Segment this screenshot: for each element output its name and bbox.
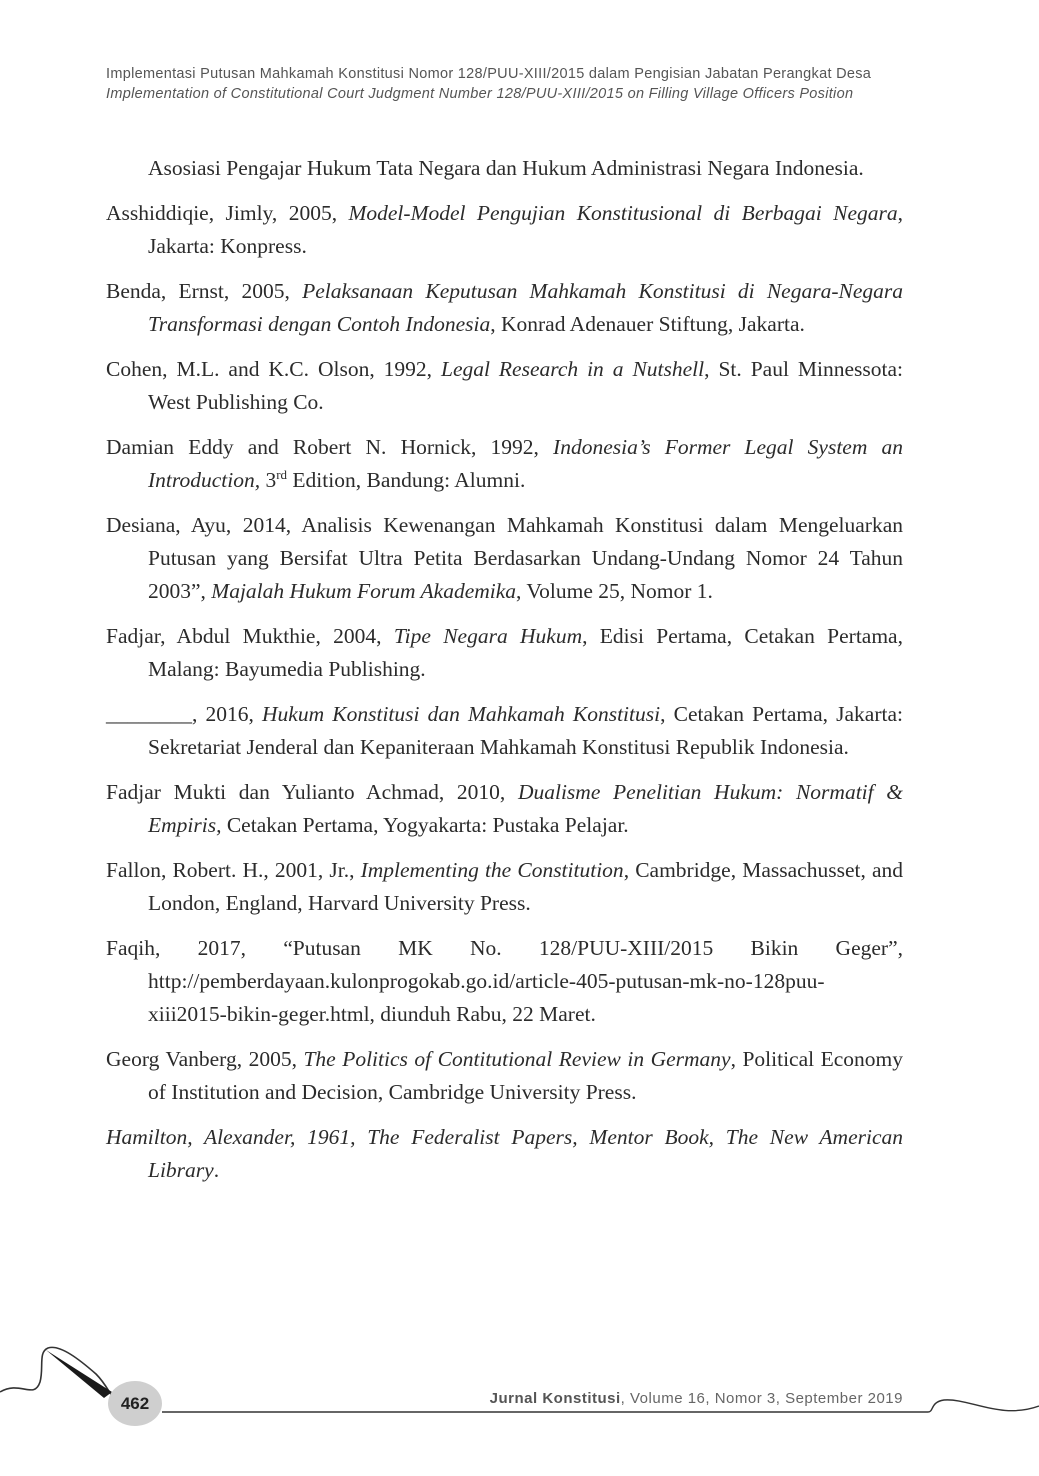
reference-item: Fallon, Robert. H., 2001, Jr., Implementing the Constitution, Cambridge, Massachusset, and London, England, Harvard University Press.	[106, 858, 904, 915]
journal-name: Jurnal Konstitusi	[489, 1390, 621, 1407]
reference-item: Fadjar Mukti dan Yulianto Achmad, 2010, Dualisme Penelitian Hukum: Normatif & Empiris, Cetakan Pertama, Yogyakarta: Pustaka Pelajar.	[106, 780, 903, 837]
reference-item: Cohen, M.L. and K.C. Olson, 1992, Legal Research in a Nutshell, St. Paul Minnessota: West Publishing Co.	[106, 357, 903, 414]
journal-info: , Volume 16, Nomor 3, September 2019	[620, 1390, 903, 1407]
running-head-indonesian: Implementasi Putusan Mahkamah Konstitusi Nomor 128/PUU-XIII/2015 dalam Pengisian Jabatan Perangkat Desa	[106, 66, 872, 82]
reference-item: ________, 2016, Hukum Konstitusi dan Mahkamah Konstitusi, Cetakan Pertama, Jakarta: Sekretariat Jenderal dan Kepaniteraan Mahkamah Konstitusi Republik Indonesia.	[106, 702, 903, 759]
reference-item: Asshiddiqie, Jimly, 2005, Model-Model Pengujian Konstitusional di Berbagai Negara, Jakarta: Konpress.	[106, 201, 903, 258]
reference-item: Asosiasi Pengajar Hukum Tata Negara dan Hukum Administrasi Negara Indonesia.	[148, 156, 864, 180]
running-head	[106, 64, 896, 104]
reference-item: Benda, Ernst, 2005, Pelaksanaan Keputusan Mahkamah Konstitusi di Negara-Negara Transformasi dengan Contoh Indonesia, Konrad Adenauer Stiftung, Jakarta.	[106, 279, 903, 336]
reference-item: Desiana, Ayu, 2014, Analisis Kewenangan Mahkamah Konstitusi dalam Mengeluarkan Putusan yang Bersifat Ultra Petita Berdasarkan Undang-Undang Nomor 24 Tahun 2003”, Majalah Hukum Forum Akademika, Volume 25, Nomor 1.	[106, 513, 903, 603]
running-head-english: Implementation of Constitutional Court Judgment Number 128/PUU-XIII/2015 on Filling Village Officers Position	[106, 86, 854, 102]
page-number: 462	[108, 1381, 162, 1426]
reference-item: Georg Vanberg, 2005, The Politics of Contitutional Review in Germany, Political Economy of Institution and Decision, Cambridge University Press.	[106, 1047, 904, 1104]
reference-item: Fadjar, Abdul Mukthie, 2004, Tipe Negara Hukum, Edisi Pertama, Cetakan Pertama, Malang: Bayumedia Publishing.	[106, 624, 903, 681]
journal-footer	[490, 1390, 903, 1407]
reference-list	[106, 152, 903, 1199]
footer-pen-stroke	[46, 1350, 112, 1398]
reference-item: Hamilton, Alexander, 1961, The Federalist Papers, Mentor Book, The New American Library.	[106, 1125, 903, 1182]
reference-item: Damian Eddy and Robert N. Hornick, 1992, Indonesia’s Former Legal System an Introduction, 3rd Edition, Bandung: Alumni.	[106, 435, 903, 492]
reference-item: Faqih, 2017, “Putusan MK No. 128/PUU-XIII/2015 Bikin Geger”, http://pemberdayaan.kulonprogokab.go.id/article-405-putusan-mk-no-128puu-xiii2015-bikin-geger.html, diunduh Rabu, 22 Maret.	[106, 936, 903, 1026]
